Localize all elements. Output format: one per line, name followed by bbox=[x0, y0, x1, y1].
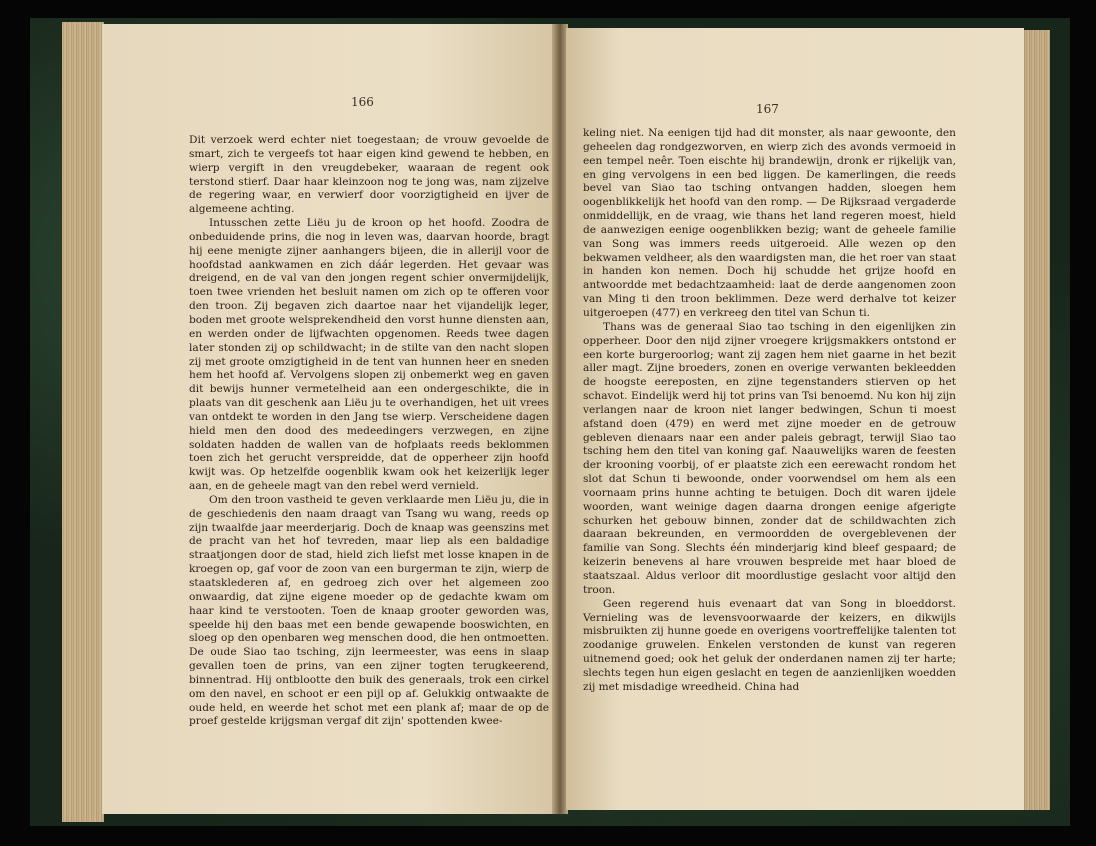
paragraph: Geen regerend huis evenaart dat van Song in bloeddorst. Vernieling was de levensvoorwaarde der keizers, en dikwijls misbruikten zij hunne goede en overigens voortreffelijke talenten tot zoodanige gruwelen. Enkelen verstonden de kunst van regeren uitnemend goed; ook het geluk der onderdanen namen zij ter harte; slechts tegen hun eigen geslacht en tegen de aanzienlijken woedden zij met misdadige wreedheid. China had bbox=[583, 597, 956, 693]
paragraph: Intusschen zette Liëu ju de kroon op het hoofd. Zoodra de onbeduidende prins, die nog in leven was, daarvan hoorde, bragt hij eene menigte zijner aanhangers bijeen, die in allerijl voor de hoofdstad aankwamen en zich dáár legerden. Het gevaar was dreigend, en de val van den jongen regent schier onvermijdelijk, toen twee vrienden het besluit namen om zich op te offeren voor den troon. Zij begaven zich daartoe naar het vijandelijk leger, boden met groote welsprekendheid den vorst hunne diensten aan, en werden onder de lijfwachten opgenomen. Reeds twee dagen later stonden zij op schildwacht; in de stilte van den nacht slopen zij met groote omzigtigheid in de tent van hunnen heer en sneden hem het hoofd af. Vervolgens slopen zij onbemerkt weg en gaven dit bewijs hunner vermetelheid aan een ondergeschikte, die in plaats van dit geschenk aan Liëu ju te overhandigen, het uit vrees van ontdekt te worden in den Jang tse wierp. Verscheidene dagen hield men den dood des medeedingers verzwegen, en zijne soldaten hadden de wallen van de hofplaats reeds beklommen toen zich het gerucht verspreidde, dat de opperheer zijn hoofd kwijt was. Op hetzelfde oogenblik kwam ook het keizerlijk leger aan, en de geheele magt van den rebel werd vernield. bbox=[189, 217, 549, 493]
right-page bbox=[566, 28, 1024, 810]
left-page-number: 166 bbox=[351, 95, 374, 109]
paragraph: Thans was de generaal Siao tao tsching in den eigenlijken zin opperheer. Door den nijd zijner vroegere krijgsmakkers ontstond er een korte burgeroorlog; want zij zagen hem niet gaarne in het bezit aller magt. Zijne broeders, zonen en overige verwanten bekleedden de hoogste eereposten, en zijne tegenstanders stierven op het schavot. Eindelijk werd hij tot prins van Tsi benoemd. Nu kon hij zijn verlangen naar de kroon niet langer bedwingen, Schun ti moest afstand doen (479) en werd met zijne moeder en de getrouw gebleven dienaars naar een ander paleis gebragt, terwijl Siao tao tsching hem den titel van koning gaf. Naauwelijks waren de feesten der krooning voorbij, of er plaatste zich een eerewacht rondom het slot dat Schun ti bewoonde, onder voorwendsel om hem als een voornaam prins hunne achting te betuigen. Doch dit waren ijdele woorden, want weinige dagen daarna drongen eenige afgerigte schurken het gebouw binnen, zonder dat de schildwachten zich daaraan bekreunden, en vermoordden de overgeblevenen der familie van Song. Slechts één minderjarig kind bleef gespaard; de keizerin benevens al hare vrouwen bespreide met haar bloed de staatszaal. Aldus verloor dit moordlustige geslacht voor altijd den troon. bbox=[583, 320, 956, 596]
right-page-text bbox=[583, 127, 956, 695]
paragraph: Dit verzoek werd echter niet toegestaan; de vrouw gevoelde de smart, zich te vergeefs tot haar eigen kind gewend te hebben, en wierp vergift in den vreugdebeker, waaraan de regent ook terstond stierf. Daar haar kleinzoon nog te jong was, nam zijzelve de regering waar, en verwierf door voorzigtigheid en ijver de algemeene achting. bbox=[189, 134, 549, 216]
left-page-edges bbox=[62, 22, 104, 822]
paragraph: keling niet. Na eenigen tijd had dit monster, als naar gewoonte, den geheelen dag rondgezworven, en wierp zich des avonds vermoeid in een tempel neêr. Toen eischte hij brandewijn, dronk er rijkelijk van, en ging vervolgens in een bed liggen. De kamerlingen, die reeds bevel van Siao tao tsching ontvangen hadden, sloegen hem oogenblikkelijk het hoofd van den romp. — De Rijksraad vergaderde onmiddellijk, en de vraag, wie thans het land regeren moest, hield de aanwezigen eenige oogenblikken bezig; want de geheele familie van Song was immers reeds uitgeroeid. Alle wezen op den bekwamen veldheer, als den waardigsten man, die het roer van staat in handen kon nemen. Doch hij schudde het grijze hoofd en antwoordde met bedachtzaamheid: laat de derde aangenomen zoon van Ming ti den troon beklimmen. Deze werd derhalve tot keizer uitgeroepen (477) en verkreeg den titel van Schun ti. bbox=[583, 127, 956, 319]
right-page-edges bbox=[1020, 30, 1050, 810]
left-page bbox=[102, 24, 557, 814]
paragraph: Om den troon vastheid te geven verklaarde men Liëu ju, die in de geschiedenis den naam draagt van Tsang wu wang, reeds op zijn twaalfde jaar meerderjarig. Doch de knaap was geenszins met de pracht van het hof tevreden, maar liep als een baldadige straatjongen door de stad, hield zich liefst met losse knapen in de kroegen op, gaf voor de zoon van een burgerman te zijn, wierp de staatsklederen af, en gedroeg zich over het algemeen zoo onwaardig, dat zijne eigene moeder op de gedachte kwam om haar kind te verstooten. Toen de knaap grooter geworden was, speelde hij den baas met een bende gewapende booswichten, en sloeg op den openbaren weg menschen dood, die hen ontmoetten. De oude Siao tao tsching, zijn leermeester, was eens in slaap gevallen toen de prins, van een zijner togten terugkeerend, binnentrad. Hij ontblootte den buik des generaals, trok een cirkel om den navel, en schoot er een pijl op af. Gelukkig ontwaakte de oude held, en weerde het schot met een plank af; maar de op de proef gestelde krijgsman vergaf dit zijn' spottenden kwee- bbox=[189, 493, 549, 728]
left-page-text bbox=[189, 134, 549, 729]
right-page-number: 167 bbox=[756, 102, 779, 116]
